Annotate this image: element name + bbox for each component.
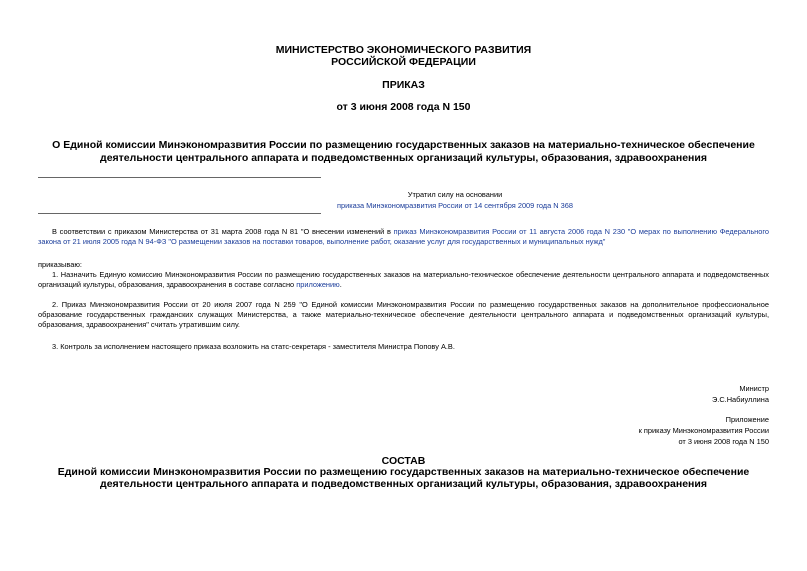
composition-heading: СОСТАВ (381, 455, 426, 467)
divider-bottom (38, 213, 321, 214)
item-3: 3. Контроль за исполнением настоящего приказа возложить на статс-секретаря - заместителя Министра Попову А.В. (52, 342, 455, 351)
appendix-block (509, 414, 769, 447)
ministry-line-1: МИНИСТЕРСТВО ЭКОНОМИЧЕСКОГО РАЗВИТИЯ (275, 44, 532, 56)
ministry-line-2: РОССИЙСКОЙ ФЕДЕРАЦИИ (331, 56, 476, 68)
item-2: 2. Приказ Минэкономразвития России от 20 июля 2007 года N 259 "О Единой комиссии Минэкономразвития России по размещению государственных заказов на дополнительное профессиональное образование государственных гражданских служащих Министерства, а также материально-техническое обеспечение деятельности центрального аппарата и подведомственных организаций культуры, образования, здравоохранения" считать утратившим силу. (38, 300, 769, 330)
appendix-ref: к приказу Минэкономразвития России (638, 426, 769, 435)
item-1-end: . (339, 280, 342, 290)
preamble-text: В соответствии с приказом Министерства от 31 марта 2008 года N 81 "О внесении изменений в (52, 227, 394, 236)
lost-force-note (300, 189, 610, 211)
signature-name: Э.С.Набиуллина (711, 395, 769, 404)
signature-block (509, 383, 769, 405)
item-1 (38, 270, 769, 290)
lost-force-link[interactable]: приказа Минэкономразвития России от 14 сентября 2009 года N 368 (336, 201, 574, 210)
doc-type: ПРИКАЗ (382, 79, 425, 91)
appendix-date: от 3 июня 2008 года N 150 (678, 437, 769, 446)
lost-force-text: Утратил силу на основании (407, 190, 503, 199)
item-1-text: 1. Назначить Единую комиссию Минэкономразвития России по размещению государственных заказов на материально-техническое обеспечение деятельности центрального аппарата и подведомственных организаций культуры, образования, здравоохранения в составе согласно (38, 270, 769, 290)
preamble (38, 227, 769, 247)
signature-position: Министр (739, 384, 769, 393)
order-word: приказываю: (38, 260, 82, 269)
preamble-link[interactable]: приказ Минэкономразвития России от 11 августа 2006 года N 230 "О мерах по выполнению Федерального закона от 21 июля 2005 года N 94-ФЗ "О размещении заказов на поставки товаров, выполнение работ, оказание услуг для государственных и муниципальных нужд" (38, 227, 770, 247)
appendix-link[interactable]: приложению (296, 280, 340, 290)
ministry-header (0, 44, 807, 68)
divider-top (38, 177, 321, 178)
composition-title: Единой комиссии Минэкономразвития России по размещению государственных заказов на материально-техническое обеспечение деятельности центрального аппарата и подведомственных организаций культуры, образования, здравоохранения (57, 466, 750, 490)
doc-date: от 3 июня 2008 года N 150 (336, 101, 471, 113)
doc-title: О Единой комиссии Минэкономразвития России по размещению государственных заказов на материально-техническое обеспечение деятельности центрального аппарата и подведомственных организаций культуры, образования, здравоохранения (52, 139, 755, 164)
appendix-label: Приложение (725, 415, 769, 424)
